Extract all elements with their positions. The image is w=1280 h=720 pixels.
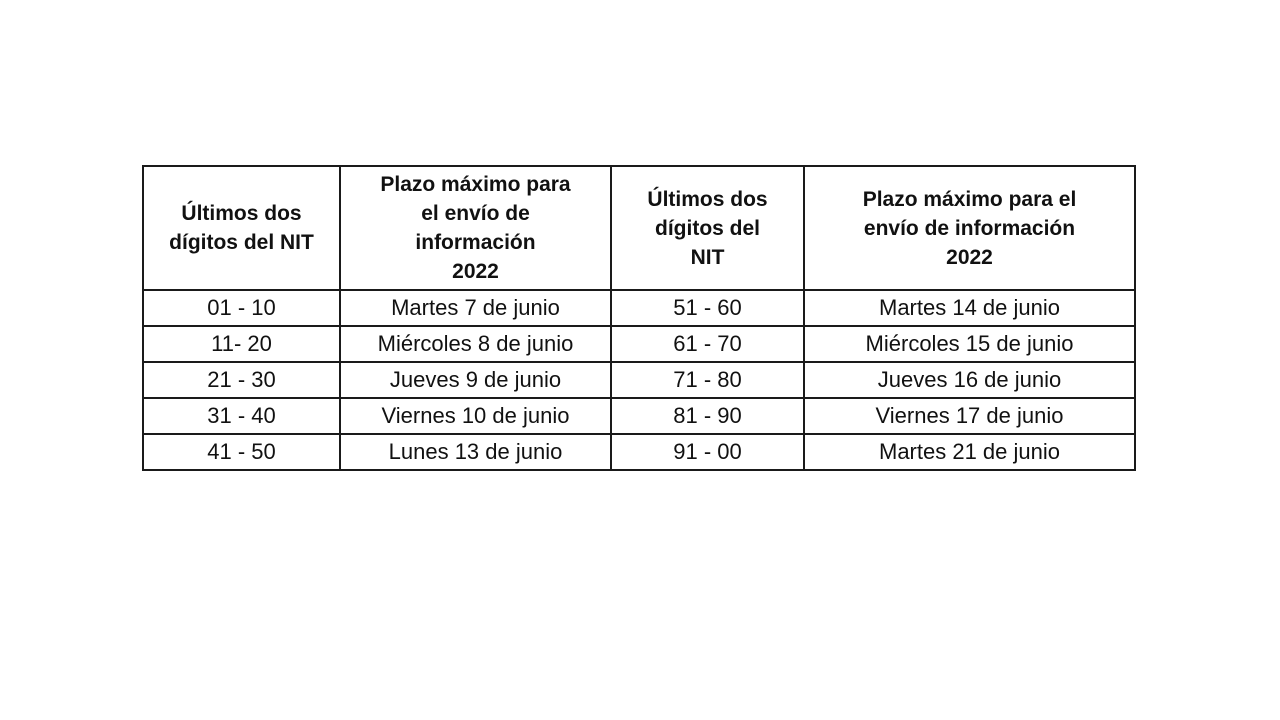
table-header-row — [143, 166, 1135, 290]
deadline-cell: Miércoles 8 de junio — [340, 326, 611, 362]
deadline-cell: Jueves 9 de junio — [340, 362, 611, 398]
nit-range-cell: 61 - 70 — [611, 326, 804, 362]
nit-range-cell: 91 - 00 — [611, 434, 804, 470]
table-row — [143, 398, 1135, 434]
table-row — [143, 362, 1135, 398]
deadline-cell: Jueves 16 de junio — [804, 362, 1135, 398]
table-row — [143, 326, 1135, 362]
table-row — [143, 434, 1135, 470]
nit-range-cell: 71 - 80 — [611, 362, 804, 398]
deadline-cell: Martes 14 de junio — [804, 290, 1135, 326]
header-nit-digits-left: Últimos dos dígitos del NIT — [143, 166, 340, 290]
nit-range-cell: 31 - 40 — [143, 398, 340, 434]
deadline-cell: Martes 21 de junio — [804, 434, 1135, 470]
nit-deadline-table — [142, 165, 1136, 471]
header-deadline-right: Plazo máximo para el envío de información 2022 — [804, 166, 1135, 290]
deadline-cell: Martes 7 de junio — [340, 290, 611, 326]
nit-range-cell: 01 - 10 — [143, 290, 340, 326]
header-deadline-left: Plazo máximo para el envío de información 2022 — [340, 166, 611, 290]
table-row — [143, 290, 1135, 326]
deadline-cell: Miércoles 15 de junio — [804, 326, 1135, 362]
deadline-cell: Viernes 10 de junio — [340, 398, 611, 434]
nit-range-cell: 21 - 30 — [143, 362, 340, 398]
nit-range-cell: 81 - 90 — [611, 398, 804, 434]
header-nit-digits-right: Últimos dos dígitos del NIT — [611, 166, 804, 290]
deadline-cell: Lunes 13 de junio — [340, 434, 611, 470]
nit-range-cell: 41 - 50 — [143, 434, 340, 470]
deadline-cell: Viernes 17 de junio — [804, 398, 1135, 434]
nit-range-cell: 11- 20 — [143, 326, 340, 362]
nit-range-cell: 51 - 60 — [611, 290, 804, 326]
